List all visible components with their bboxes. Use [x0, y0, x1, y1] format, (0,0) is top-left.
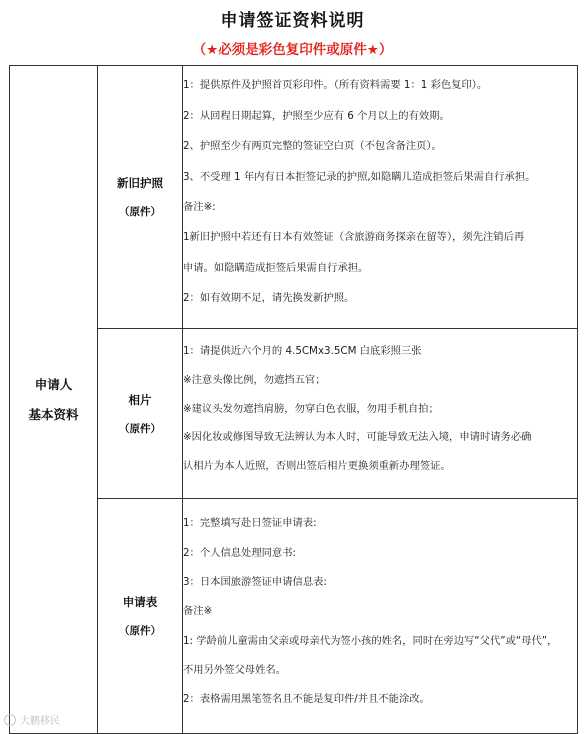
- section-label: 相片: [128, 392, 152, 407]
- requirement-line: 1：完整填写赴日签证申请表:: [183, 517, 317, 530]
- group-label-cell: [10, 66, 98, 734]
- requirement-line: 1: 学龄前儿童需由父亲或母亲代为签小孩的姓名，同时在旁边写“父代”或“母代”，: [183, 634, 558, 647]
- requirement-line: 1：请提供近六个月的 4.5CMx3.5CM 白底彩照三张: [183, 345, 422, 357]
- passport-requirements: [183, 72, 577, 305]
- requirement-line: 不用另外签父母姓名。: [183, 664, 286, 677]
- group-label-line2: 基本资料: [28, 406, 79, 422]
- note-heading: 备注※:: [183, 201, 216, 213]
- requirement-line: 3、不受理 1 年内有日本拒签记录的护照,如隐瞒儿造成拒签后果需自行承担。: [183, 170, 536, 183]
- section-label-cell: [98, 66, 183, 329]
- page-subtitle: （★必须是彩色复印件或原件★）: [192, 42, 393, 58]
- section-content-cell: [183, 66, 578, 329]
- section-label-cell: [98, 499, 183, 734]
- requirement-line: 2、护照至少有两页完整的签证空白页（不包含备注页）。: [183, 140, 442, 153]
- section-sublabel: （原件）: [119, 625, 161, 637]
- requirement-line: 2：个人信息处理同意书:: [183, 546, 296, 559]
- watermark: [4, 712, 60, 727]
- section-label: 新旧护照: [117, 176, 163, 190]
- requirement-line: ※注意头像比例，勿遮挡五官；: [183, 373, 326, 386]
- requirement-line: 2：如有效期不足，请先换发新护照。: [183, 292, 355, 305]
- watermark-text: 大鹏移民: [20, 716, 60, 727]
- section-label: 申请表: [122, 595, 158, 609]
- watermark-logo-icon: [4, 714, 16, 726]
- requirement-line: 1新旧护照中若还有日本有效签证（含旅游商务探亲在留等），须先注销后再: [183, 231, 525, 244]
- requirement-line: 3：日本国旅游签证申请信息表:: [183, 575, 327, 588]
- section-sublabel: （原件）: [119, 206, 161, 218]
- group-label-line1: 申请人: [34, 376, 73, 392]
- section-content-cell: [183, 329, 578, 499]
- section-content-cell: [183, 499, 578, 734]
- table-row: [10, 66, 578, 329]
- requirement-line: 2：从回程日期起算，护照至少应有 6 个月以上的有效期。: [183, 109, 450, 122]
- requirement-line: 申请。如隐瞒造成拒签后果需自行承担。: [183, 261, 369, 274]
- requirement-line: 1：提供原件及护照首页彩印件。（所有资料需要 1：1 彩色复印）。: [183, 79, 488, 92]
- requirement-line: 2：表格需用黑笔签名且不能是复印件/并且不能涂改。: [183, 693, 430, 706]
- requirement-line: 认相片为本人近照，否则出签后相片更换须重新办理签证。: [183, 460, 451, 473]
- section-sublabel: （原件）: [119, 422, 161, 435]
- photo-requirements: [183, 339, 577, 473]
- page-title: 申请签证资料说明: [220, 11, 365, 31]
- requirement-line: ※建议头发勿遮挡肩膀，勿穿白色衣服，勿用手机自拍；: [183, 402, 439, 415]
- requirement-line: ※因化妆或修图导致无法辨认为本人时，可能导致无法入境，申请时请务必确: [183, 431, 532, 444]
- note-heading: 备注※: [183, 605, 213, 618]
- form-requirements: [183, 510, 577, 706]
- section-label-cell: [98, 329, 183, 499]
- requirements-table: [9, 65, 578, 734]
